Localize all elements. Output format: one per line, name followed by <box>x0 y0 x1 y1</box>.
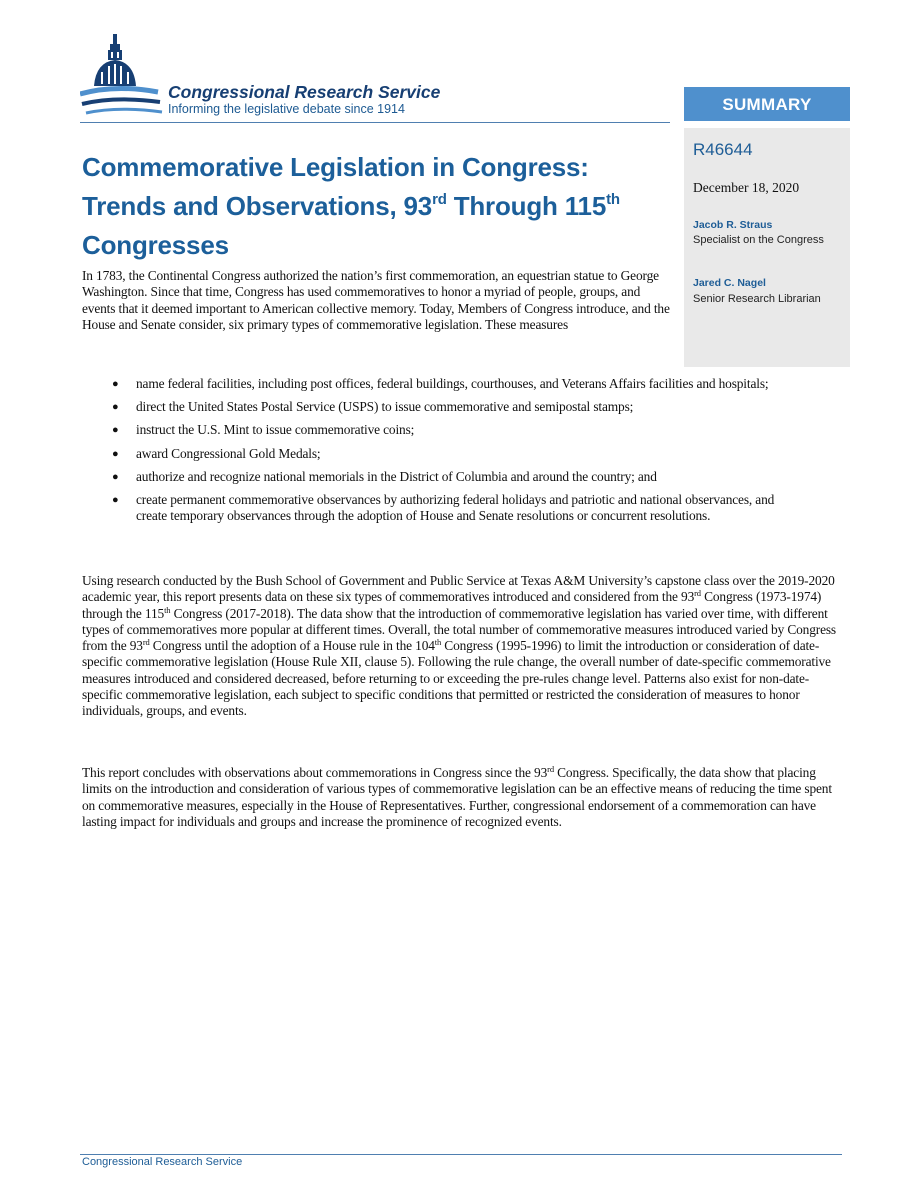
list-item <box>112 422 802 438</box>
superscript: rd <box>142 637 150 648</box>
document-title <box>82 148 672 265</box>
author-title: Senior Research Librarian <box>693 293 821 305</box>
title-line-1: Commemorative Legislation in Congress: <box>82 152 589 182</box>
list-item <box>112 492 802 524</box>
intro-paragraph: In 1783, the Continental Congress authorized the nation’s first commemoration, an equestrian statue to George Washington. Since that time, Congress has used commemoratives to honor a myriad of people, groups, and events that it deemed important to American collective memory. Today, Members of Congress introduce, and the House and Senate consider, six primary types of commemorative legislation. These measures <box>82 268 670 332</box>
list-item-text: instruct the U.S. Mint to issue commemorative coins; <box>136 422 415 438</box>
report-number: R46644 <box>693 140 753 159</box>
capitol-dome-icon <box>80 34 164 124</box>
footer-divider <box>80 1154 842 1155</box>
header-divider <box>80 122 670 123</box>
bullet-icon: ● <box>112 378 119 390</box>
research-text: Congress (1973-1974) through the 115 <box>82 589 822 621</box>
list-item <box>112 376 802 392</box>
author-name: Jared C. Nagel <box>693 277 766 289</box>
title-line-2b: Through 115 <box>446 191 607 221</box>
commemorative-types-list <box>112 376 802 531</box>
research-text: Congress (2017-2018). The data show that the introduction of commemorative legislation has varied over time, with different types of commemoratives more popular at different times. Overall, the total number of commemorative measures introduced varied by Congress from the 93 <box>82 605 836 654</box>
bullet-icon: ● <box>112 401 119 414</box>
list-item-text: create permanent commemorative observances by authorizing federal holidays and patriotic and national observances, and create temporary observances through the adoption of House and Senate resolutions or concurrent resolutions. <box>136 491 775 523</box>
research-text: Using research conducted by the Bush School of Government and Public Service at Texas A&M University’s capstone class over the 2019-2020 academic year, this report presents data on these six types of commemoratives introduced and considered from the 93 <box>82 573 835 605</box>
list-item <box>112 446 802 462</box>
bullet-icon: ● <box>112 470 119 483</box>
author-title: Specialist on the Congress <box>693 234 824 246</box>
conclusion-text: This report concludes with observations about commemorations in Congress since the 93 <box>82 765 548 780</box>
summary-tab: SUMMARY <box>684 87 850 121</box>
superscript: th <box>164 604 171 615</box>
list-item-text: name federal facilities, including post offices, federal buildings, courthouses, and Veterans Affairs facilities and hospitals; <box>136 376 769 391</box>
bullet-icon: ● <box>112 447 119 460</box>
author-name: Jacob R. Straus <box>693 219 773 231</box>
list-item <box>112 469 802 485</box>
bullet-icon: ● <box>112 424 119 437</box>
list-item <box>112 399 802 415</box>
conclusion-text: Congress. Specifically, the data show that placing limits on the introduction and consideration of various types of commemorative legislation can be an effective means of reducing the time spent on commemorative measures, especially in the House of Representatives. Further, congressional endorsement of a commemoration can have lasting impact for individuals and groups and increase the prominence of recognized events. <box>82 765 832 829</box>
crs-logo <box>80 34 480 124</box>
summary-sidebar <box>684 128 850 367</box>
research-paragraph <box>82 573 844 720</box>
list-item-text: authorize and recognize national memorials in the District of Columbia and around the country; and <box>136 468 657 484</box>
logo-tagline: Informing the legislative debate since 1914 <box>168 102 405 116</box>
research-text: Congress until the adoption of a House rule in the 104 <box>149 638 435 654</box>
superscript: th <box>434 637 442 648</box>
list-item-text: direct the United States Postal Service (USPS) to issue commemorative and semipostal stamps; <box>136 399 634 415</box>
superscript: rd <box>694 588 701 599</box>
superscript: rd <box>547 764 554 774</box>
report-date: December 18, 2020 <box>693 180 800 195</box>
title-superscript: th <box>606 191 620 208</box>
research-text: Congress (1995-1996) to limit the introduction or consideration of date-specific commemorative legislation (House Rule XII, clause 5). Following the rule change, the overall number of date-specific commemorative measures introduced and considered decreased, before returning to or exceeding the pre-rules change level. Patterns also exist for non-date-specific commemorative legislation, each subject to specific conditions that permitted or restricted the consideration of measures to honor individuals, groups, and events. <box>82 638 831 719</box>
title-line-2a: Trends and Observations, 93 <box>82 191 433 221</box>
logo-title: Congressional Research Service <box>168 82 441 102</box>
title-superscript: rd <box>432 191 447 208</box>
footer-text: Congressional Research Service <box>82 1156 243 1168</box>
bullet-icon: ● <box>112 493 119 506</box>
conclusion-paragraph <box>82 765 844 830</box>
title-line-3: Congresses <box>82 230 229 260</box>
list-item-text: award Congressional Gold Medals; <box>136 445 321 461</box>
